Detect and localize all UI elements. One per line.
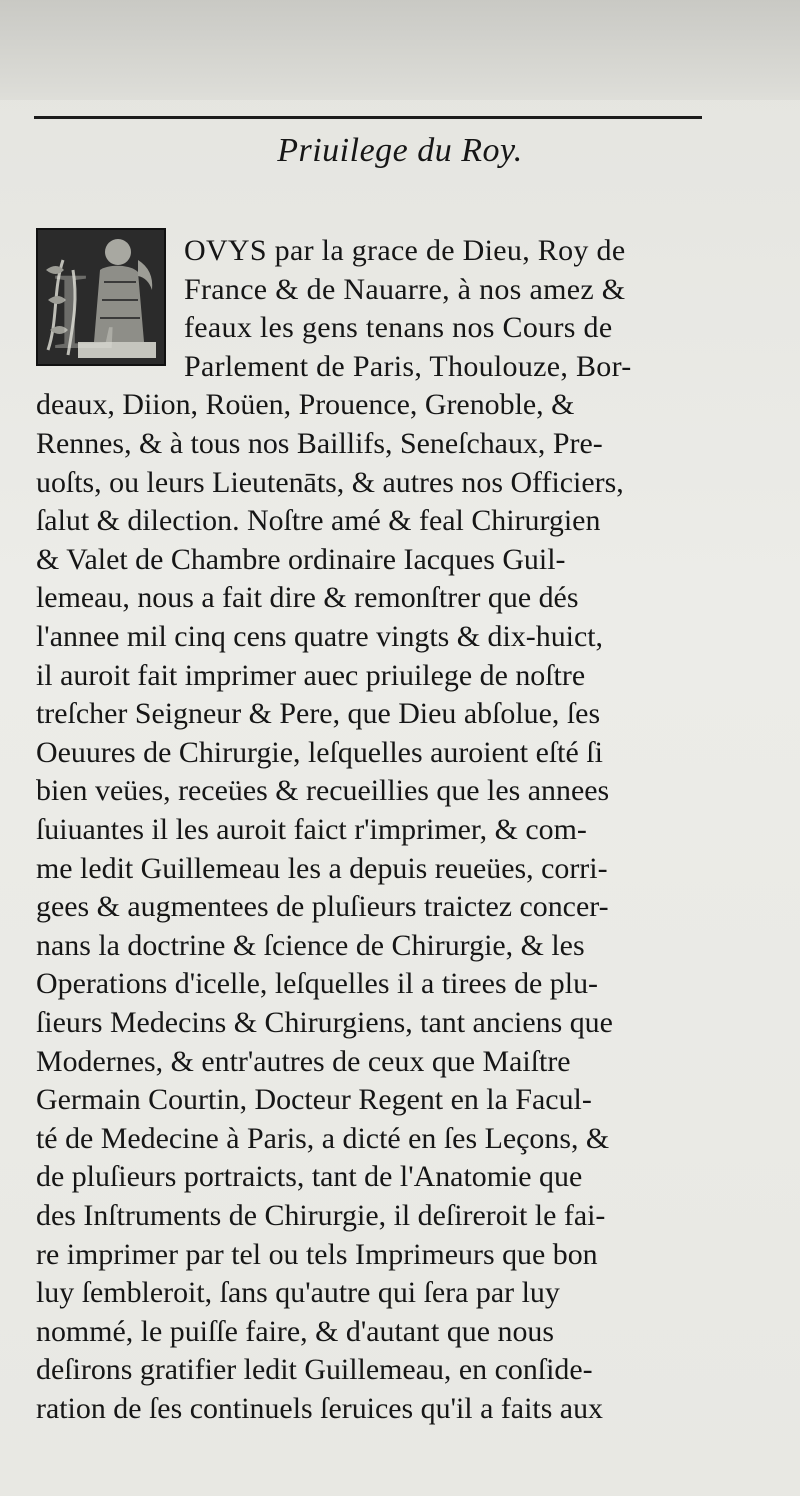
text-line: Modernes, & entr'autres de ceux que Maiſtre bbox=[36, 1044, 571, 1078]
text-line: des Inſtruments de Chirurgie, il deſireroit le fai- bbox=[36, 1199, 606, 1232]
text-line: & Valet de Chambre ordinaire Iacques Guil- bbox=[36, 542, 566, 576]
text-line: treſcher Seigneur & Pere, que Dieu abſolue, ſes bbox=[36, 697, 601, 731]
text-line: l'annee mil cinq cens quatre vingts & dix-huict, bbox=[36, 620, 604, 653]
text-line: France & de Nauarre, à nos amez & bbox=[184, 272, 626, 306]
text-line: gees & augmentees de pluſieurs traictez concer- bbox=[36, 890, 609, 924]
text-line: Oeuures de Chirurgie, leſquelles auroient eſté ſi bbox=[36, 735, 603, 769]
svg-text:L: L bbox=[52, 250, 120, 364]
text-line: nans la doctrine & ſcience de Chirurgie, & les bbox=[36, 928, 585, 962]
text-line: té de Medecine à Paris, a dicté en ſes Leçons, & bbox=[36, 1121, 610, 1155]
text-line: deaux, Diion, Roüen, Prouence, Grenoble, & bbox=[36, 388, 575, 422]
bleed-through-text bbox=[120, 1455, 620, 1475]
text-line: OVYS par la grace de Dieu, Roy de bbox=[184, 234, 626, 267]
text-line: Operations d'icelle, leſquelles il a tirees de plu- bbox=[36, 967, 599, 1001]
text-line: re imprimer par tel ou tels Imprimeurs que bon bbox=[36, 1237, 598, 1271]
text-line: Germain Courtin, Docteur Regent en la Facul- bbox=[36, 1083, 592, 1117]
text-line: me ledit Guillemeau les a depuis reueües, corri- bbox=[36, 851, 608, 885]
text-line: il auroit fait imprimer auec priuilege de noſtre bbox=[36, 658, 586, 692]
text-line: bien veües, receües & recueillies que les annees bbox=[36, 774, 610, 808]
text-line: Parlement de Paris, Thoulouze, Bor- bbox=[184, 349, 632, 383]
page-title: Priuilege du Roy. bbox=[277, 132, 523, 169]
text-line: lemeau, nous a fait dire & remonſtrer que dés bbox=[36, 581, 579, 615]
text-line: nommé, le puiſſe faire, & d'autant que nous bbox=[36, 1314, 555, 1348]
text-line: ration de ſes continuels ſeruices qu'il a faits aux bbox=[36, 1392, 604, 1425]
text-line: ſuiuantes il les auroit faict r'imprimer, & com- bbox=[36, 813, 587, 846]
text-line: deſirons gratifier ledit Guillemeau, en conſide- bbox=[36, 1353, 593, 1387]
text-line: luy ſembleroit, ſans qu'autre qui ſera par luy bbox=[36, 1276, 560, 1310]
text-line: ſalut & dilection. Noſtre amé & feal Chirurgien bbox=[36, 504, 601, 538]
text-line: feaux les gens tenans nos Cours de bbox=[184, 311, 613, 345]
text-line: uoſts, ou leurs Lieutenāts, & autres nos Officiers, bbox=[36, 465, 624, 499]
text-line: de pluſieurs portraicts, tant de l'Anatomie que bbox=[36, 1160, 583, 1194]
text-line: Rennes, & à tous nos Baillifs, Seneſchaux, Pre- bbox=[36, 427, 603, 460]
text-line: ſieurs Medecins & Chirurgiens, tant anciens que bbox=[36, 1006, 613, 1039]
